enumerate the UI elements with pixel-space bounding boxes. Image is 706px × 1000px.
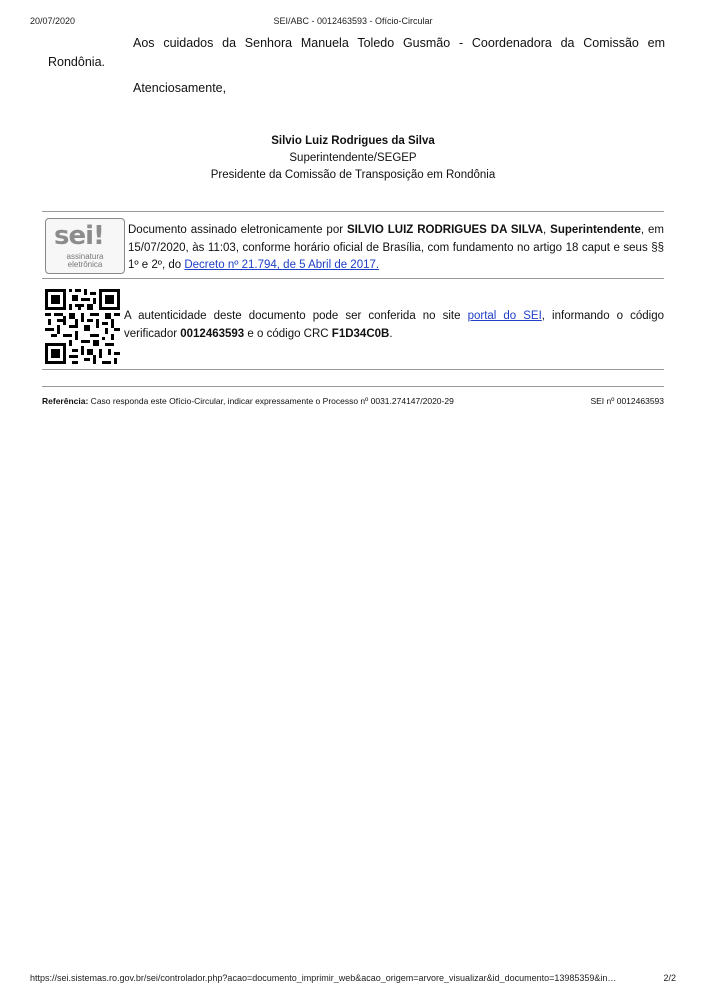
electronic-signature-text: [128, 222, 664, 275]
auth-text-crc: e o código CRC: [244, 327, 332, 340]
sig-text-before: Documento assinado eletronicamente por: [128, 224, 347, 236]
page-number: 2/2: [663, 973, 676, 983]
signer-name: Silvio Luiz Rodrigues da Silva: [271, 135, 435, 147]
signer-role: Superintendente/SEGEP: [289, 152, 417, 164]
sig-text-middle: , em 15/07/2020, às 11:03, conforme horário oficial de Brasília, com fundamento no artigo 18 caput e seus §§ 1º e 2º, do: [128, 224, 664, 271]
verifier-code: 0012463593: [180, 327, 245, 340]
authenticity-text: [124, 308, 664, 343]
sei-signature-logo: [45, 218, 125, 274]
crc-code: F1D34C0B: [331, 327, 390, 340]
signature-block: [0, 133, 706, 184]
auth-text-before: A autenticidade deste documento pode ser conferida no site: [124, 310, 468, 322]
decree-link[interactable]: Decreto nº 21.794, de 5 Abril de 2017.: [184, 259, 380, 271]
print-date: 20/07/2020: [30, 16, 76, 26]
reference-note: [42, 396, 454, 406]
reference-text: Caso responda este Ofício-Circular, indicar expressamente o Processo nº 0031.274147/2020-29: [88, 396, 454, 406]
sei-logo-subtitle: assinatura eletrônica: [66, 252, 104, 269]
reference-label: Referência:: [42, 396, 89, 406]
print-url: https://sei.sistemas.ro.gov.br/sei/controlador.php?acao=documento_imprimir_web&acao_origem=arvore_visualizar&id_documento=13985359&in…: [30, 973, 617, 983]
print-title: SEI/ABC - 0012463593 - Ofício-Circular: [273, 16, 433, 26]
auth-text-middle: , informando o código verificador: [124, 310, 664, 340]
signer-role-bold: Superintendente: [550, 224, 641, 236]
sei-document-number: SEI nº 0012463593: [590, 396, 664, 406]
electronic-signature-box: [42, 211, 664, 370]
signature-divider: [42, 278, 664, 279]
signer-uppercase: SILVIO LUIZ RODRIGUES DA SILVA: [346, 224, 544, 236]
auth-text-end: .: [389, 327, 393, 340]
signer-position: Presidente da Comissão de Transposição em Rondônia: [210, 169, 496, 181]
closing-text: Atenciosamente,: [133, 81, 227, 95]
body-paragraph: Aos cuidados da Senhora Manuela Toledo Gusmão - Coordenadora da Comissão em Rondônia.: [48, 36, 665, 69]
sig-sep: ,: [543, 224, 551, 236]
portal-sei-link[interactable]: portal do SEI: [467, 310, 542, 322]
qr-code-icon: [45, 289, 120, 364]
sei-logo-text: sei!: [54, 221, 104, 251]
reference-divider: [42, 386, 664, 387]
